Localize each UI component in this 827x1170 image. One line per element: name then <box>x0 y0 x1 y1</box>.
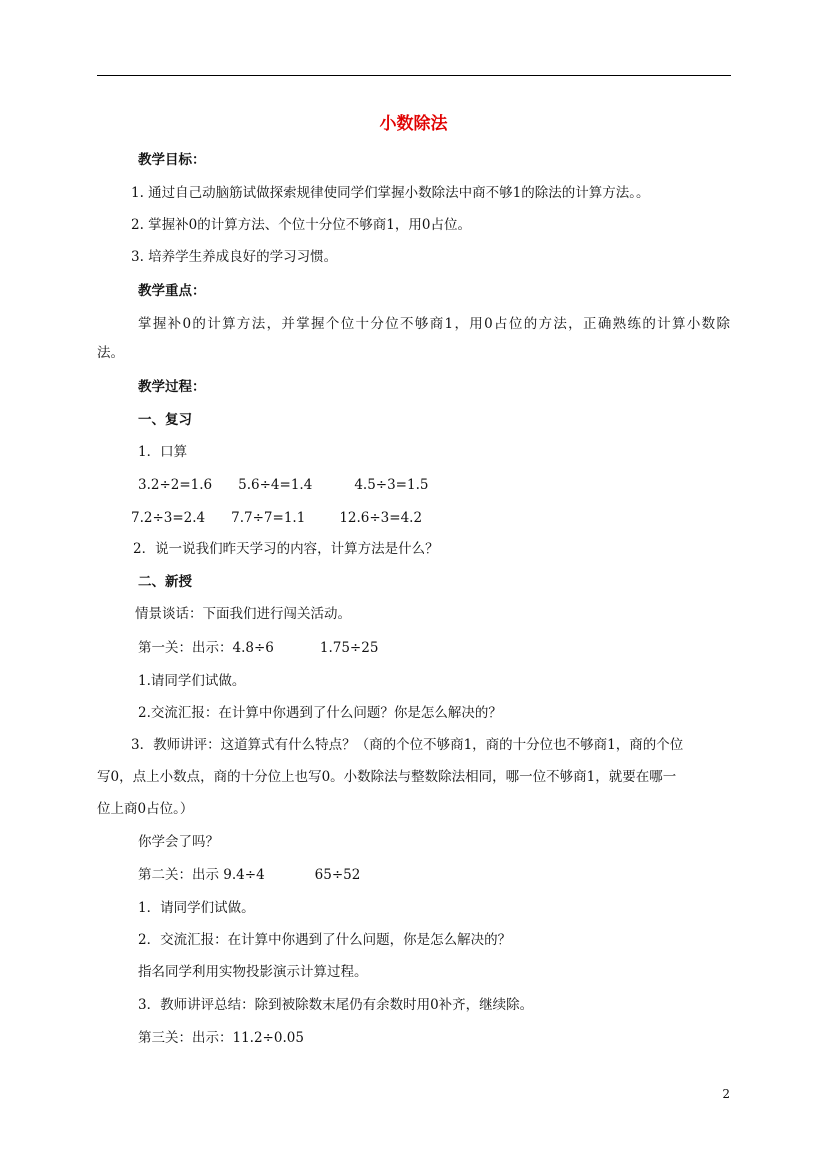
review-heading: 一、复习 <box>138 412 192 428</box>
level-2-try: 1．请同学们试做。 <box>138 900 255 916</box>
key-point-line-1: 掌握补0的计算方法，并掌握个位十分位不够商1，用0占位的方法，正确熟练的计算小数除 <box>138 316 730 332</box>
level-1-problems <box>138 637 378 659</box>
page-number: 2 <box>722 1087 730 1101</box>
level-1-try: 1.请同学们试做。 <box>138 673 246 689</box>
level-2-report: 2．交流汇报：在计算中你遇到了什么问题，你是怎么解决的？ <box>138 932 512 948</box>
teacher-comment-line-1: 3．教师讲评：这道算式有什么特点？（商的个位不够商1，商的十分位也不够商1，商的个位 <box>131 737 684 753</box>
level-2-demo: 指名同学利用实物投影演示计算过程。 <box>138 964 368 980</box>
level-2-problems <box>138 864 360 886</box>
calc-item: 3.2÷2=1.6 <box>138 477 213 493</box>
header-rule <box>97 75 731 76</box>
goal-item-3: 3. 培养学生养成良好的学习习惯。 <box>131 249 338 265</box>
problem-text: 第二关：出示 9.4÷4 <box>138 867 265 883</box>
scene-talk: 情景谈话：下面我们进行闯关活动。 <box>135 606 351 622</box>
learned-question: 你学会了吗？ <box>138 834 219 850</box>
calc-item: 7.2÷3=2.4 <box>131 510 206 526</box>
document-title: 小数除法 <box>379 114 448 134</box>
key-point-line-2: 法。 <box>97 345 124 361</box>
goal-heading: 教学目标： <box>138 152 206 168</box>
level-3-problem: 第三关：出示：11.2÷0.05 <box>138 1030 304 1046</box>
calc-row-1 <box>138 474 428 496</box>
teacher-comment-line-3: 位上商0占位。） <box>97 801 194 817</box>
problem-text: 1.75÷25 <box>319 640 379 656</box>
calc-item: 4.5÷3=1.5 <box>354 477 429 493</box>
key-heading: 教学重点： <box>138 283 206 299</box>
new-lesson-heading: 二、新授 <box>138 574 192 590</box>
calc-row-2 <box>131 507 422 529</box>
calc-item: 12.6÷3=4.2 <box>339 510 423 526</box>
goal-item-1: 1. 通过自己动脑筋试做探索规律使同学们掌握小数除法中商不够1的除法的计算方法。。 <box>131 185 650 201</box>
teacher-comment-line-2: 写0，点上小数点，商的十分位上也写0。小数除法与整数除法相同，哪一位不够商1，就要在哪一 <box>97 769 677 785</box>
level-2-summary: 3．教师讲评总结：除到被除数末尾仍有余数时用0补齐，继续除。 <box>138 997 534 1013</box>
calc-item: 5.6÷4=1.4 <box>238 477 313 493</box>
goal-item-2: 2. 掌握补0的计算方法、个位十分位不够商1，用0占位。 <box>131 217 471 233</box>
process-heading: 教学过程： <box>138 379 206 395</box>
problem-text: 第一关：出示：4.8÷6 <box>138 640 274 656</box>
level-1-report: 2.交流汇报：在计算中你遇到了什么问题？你是怎么解决的？ <box>138 705 502 721</box>
oral-calc-label: 1．口算 <box>138 444 188 460</box>
review-item-2: 2．说一说我们昨天学习的内容，计算方法是什么？ <box>133 541 439 557</box>
calc-item: 7.7÷7=1.1 <box>231 510 306 526</box>
problem-text: 65÷52 <box>314 867 361 883</box>
